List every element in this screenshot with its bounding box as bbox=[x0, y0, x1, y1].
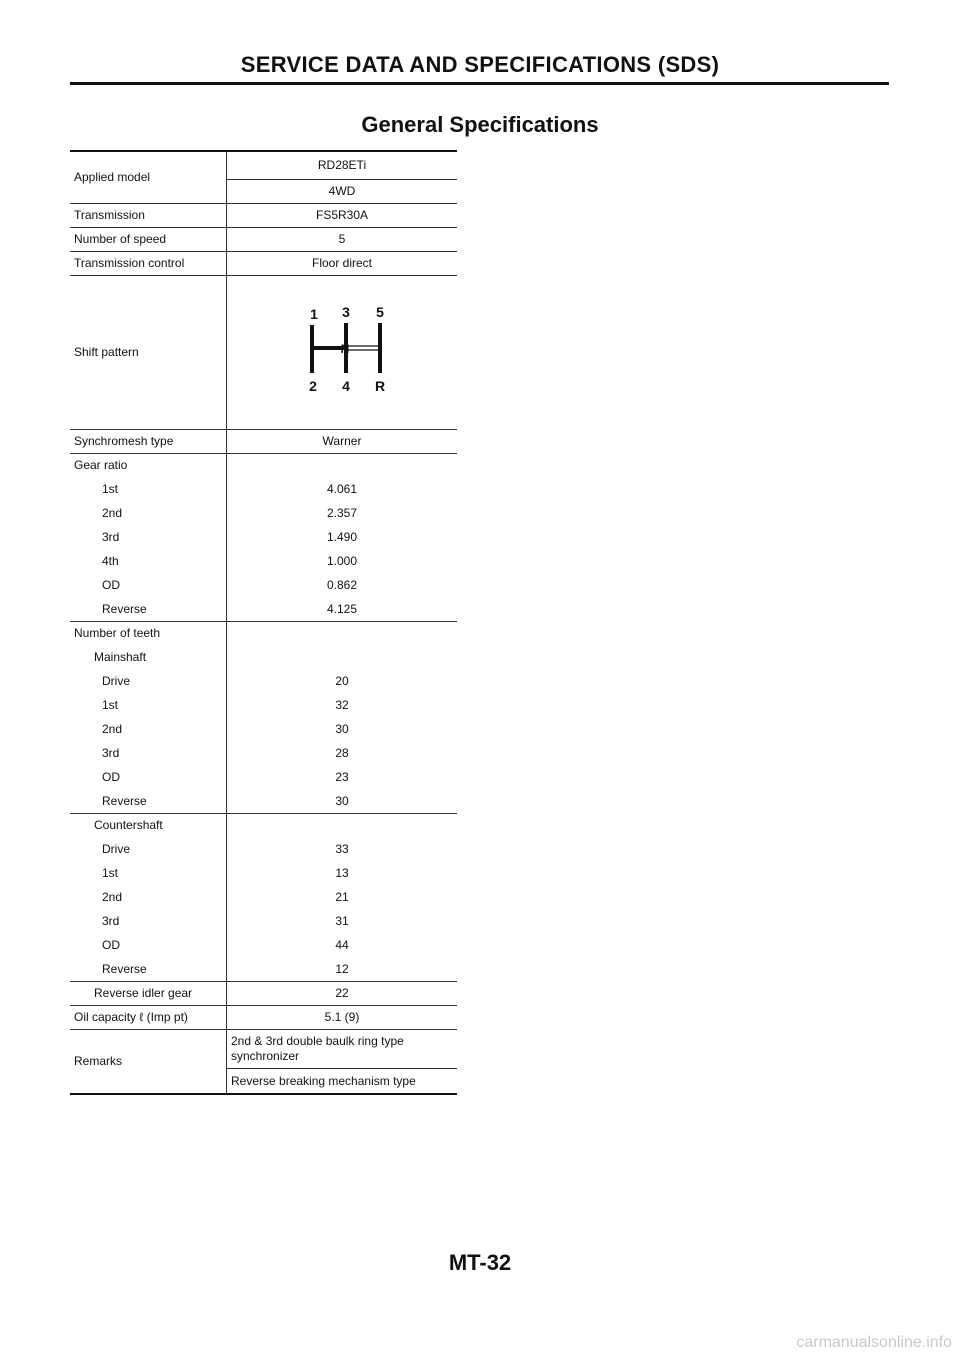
header-rule bbox=[70, 82, 889, 85]
gear-ratio-item-label: Reverse bbox=[70, 597, 227, 621]
countershaft-item-label: 1st bbox=[102, 865, 119, 880]
countershaft-item-value: 12 bbox=[227, 957, 458, 981]
shift-pattern-cell bbox=[227, 275, 458, 429]
applied-model-drive: 4WD bbox=[227, 179, 458, 203]
mainshaft-item-label: Drive bbox=[102, 673, 131, 688]
mainshaft-item-value: 32 bbox=[227, 693, 458, 717]
remarks-label: Remarks bbox=[70, 1029, 227, 1094]
shift-label-3: 3 bbox=[342, 304, 350, 320]
shift-label-n: N bbox=[340, 342, 350, 356]
countershaft-item-value: 33 bbox=[227, 837, 458, 861]
shift-label-5: 5 bbox=[376, 304, 384, 320]
synchromesh-type-value: Warner bbox=[227, 429, 458, 453]
page-header-title: SERVICE DATA AND SPECIFICATIONS (SDS) bbox=[240, 52, 720, 77]
mainshaft-item-value: 30 bbox=[227, 717, 458, 741]
mainshaft-item-label: 1st bbox=[102, 697, 119, 712]
number-of-speed-label: Number of speed bbox=[70, 227, 227, 251]
countershaft-item-value: 13 bbox=[227, 861, 458, 885]
shift-pattern-label: Shift pattern bbox=[70, 275, 227, 429]
oil-capacity-label: Oil capacity ℓ (Imp pt) bbox=[70, 1005, 227, 1029]
mainshaft-label: Mainshaft bbox=[94, 649, 147, 664]
shift-label-2: 2 bbox=[309, 378, 317, 394]
number-of-speed-value: 5 bbox=[227, 227, 458, 251]
mainshaft-item-label: Reverse bbox=[70, 789, 227, 813]
gear-ratio-item-value: 0.862 bbox=[227, 573, 458, 597]
countershaft-label: Countershaft bbox=[94, 818, 163, 833]
gear-ratio-item-value: 1.490 bbox=[227, 525, 458, 549]
page-number: MT-32 bbox=[448, 1250, 512, 1275]
mainshaft-item-value: 23 bbox=[227, 765, 458, 789]
shift-label-r: R bbox=[374, 378, 386, 394]
mainshaft-item-value: 30 bbox=[227, 789, 458, 813]
transmission-value: FS5R30A bbox=[227, 203, 458, 227]
countershaft-item-label: 3rd bbox=[102, 913, 120, 928]
gear-ratio-item-value: 4.125 bbox=[227, 597, 458, 621]
number-of-teeth-label: Number of teeth bbox=[74, 626, 161, 641]
applied-model-label: Applied model bbox=[70, 151, 227, 203]
countershaft-item-value: 21 bbox=[227, 885, 458, 909]
transmission-control-label: Transmission control bbox=[70, 251, 227, 275]
section-title: General Specifications bbox=[361, 112, 599, 137]
reverse-idler-gear-label: Reverse idler gear bbox=[70, 981, 227, 1005]
mainshaft-item-value: 20 bbox=[227, 669, 458, 693]
footer-watermark: carmanualsonline.info bbox=[796, 1334, 952, 1351]
countershaft-item-label: Drive bbox=[102, 841, 131, 856]
gear-ratio-item-value: 4.061 bbox=[227, 477, 458, 501]
mainshaft-item-label: 2nd bbox=[102, 721, 123, 736]
countershaft-item-label: 2nd bbox=[102, 889, 123, 904]
countershaft-item-label: OD bbox=[102, 937, 120, 952]
countershaft-item-value: 44 bbox=[227, 933, 458, 957]
gear-ratio-item-label: 4th bbox=[102, 553, 119, 568]
synchromesh-type-label: Synchromesh type bbox=[70, 429, 227, 453]
shift-label-1: 1 bbox=[310, 306, 318, 322]
oil-capacity-value: 5.1 (9) bbox=[227, 1005, 458, 1029]
shift-label-4: 4 bbox=[342, 378, 350, 394]
spec-table bbox=[70, 150, 457, 1095]
gear-ratio-item-label: 1st bbox=[102, 481, 119, 496]
gear-ratio-label: Gear ratio bbox=[74, 458, 128, 473]
gear-ratio-item-value: 2.357 bbox=[227, 501, 458, 525]
remarks-reverse-mechanism: Reverse breaking mechanism type bbox=[227, 1068, 458, 1094]
mainshaft-item-label: OD bbox=[102, 769, 120, 784]
remarks-synchronizer: 2nd & 3rd double baulk ring type synchronizer bbox=[227, 1029, 458, 1068]
mainshaft-item-label: 3rd bbox=[102, 745, 120, 760]
mainshaft-item-value: 28 bbox=[227, 741, 458, 765]
countershaft-item-value: 31 bbox=[227, 909, 458, 933]
gear-ratio-item-label: OD bbox=[102, 577, 120, 592]
transmission-control-value: Floor direct bbox=[227, 251, 458, 275]
applied-model-engine: RD28ETi bbox=[227, 151, 458, 179]
transmission-label: Transmission bbox=[70, 203, 227, 227]
reverse-idler-gear-value: 22 bbox=[227, 981, 458, 1005]
gear-ratio-item-label: 2nd bbox=[102, 505, 123, 520]
gear-ratio-item-value: 1.000 bbox=[227, 549, 458, 573]
gear-ratio-item-label: 3rd bbox=[102, 529, 120, 544]
shift-pattern-diagram bbox=[287, 297, 397, 407]
countershaft-item-label: Reverse bbox=[70, 957, 227, 981]
